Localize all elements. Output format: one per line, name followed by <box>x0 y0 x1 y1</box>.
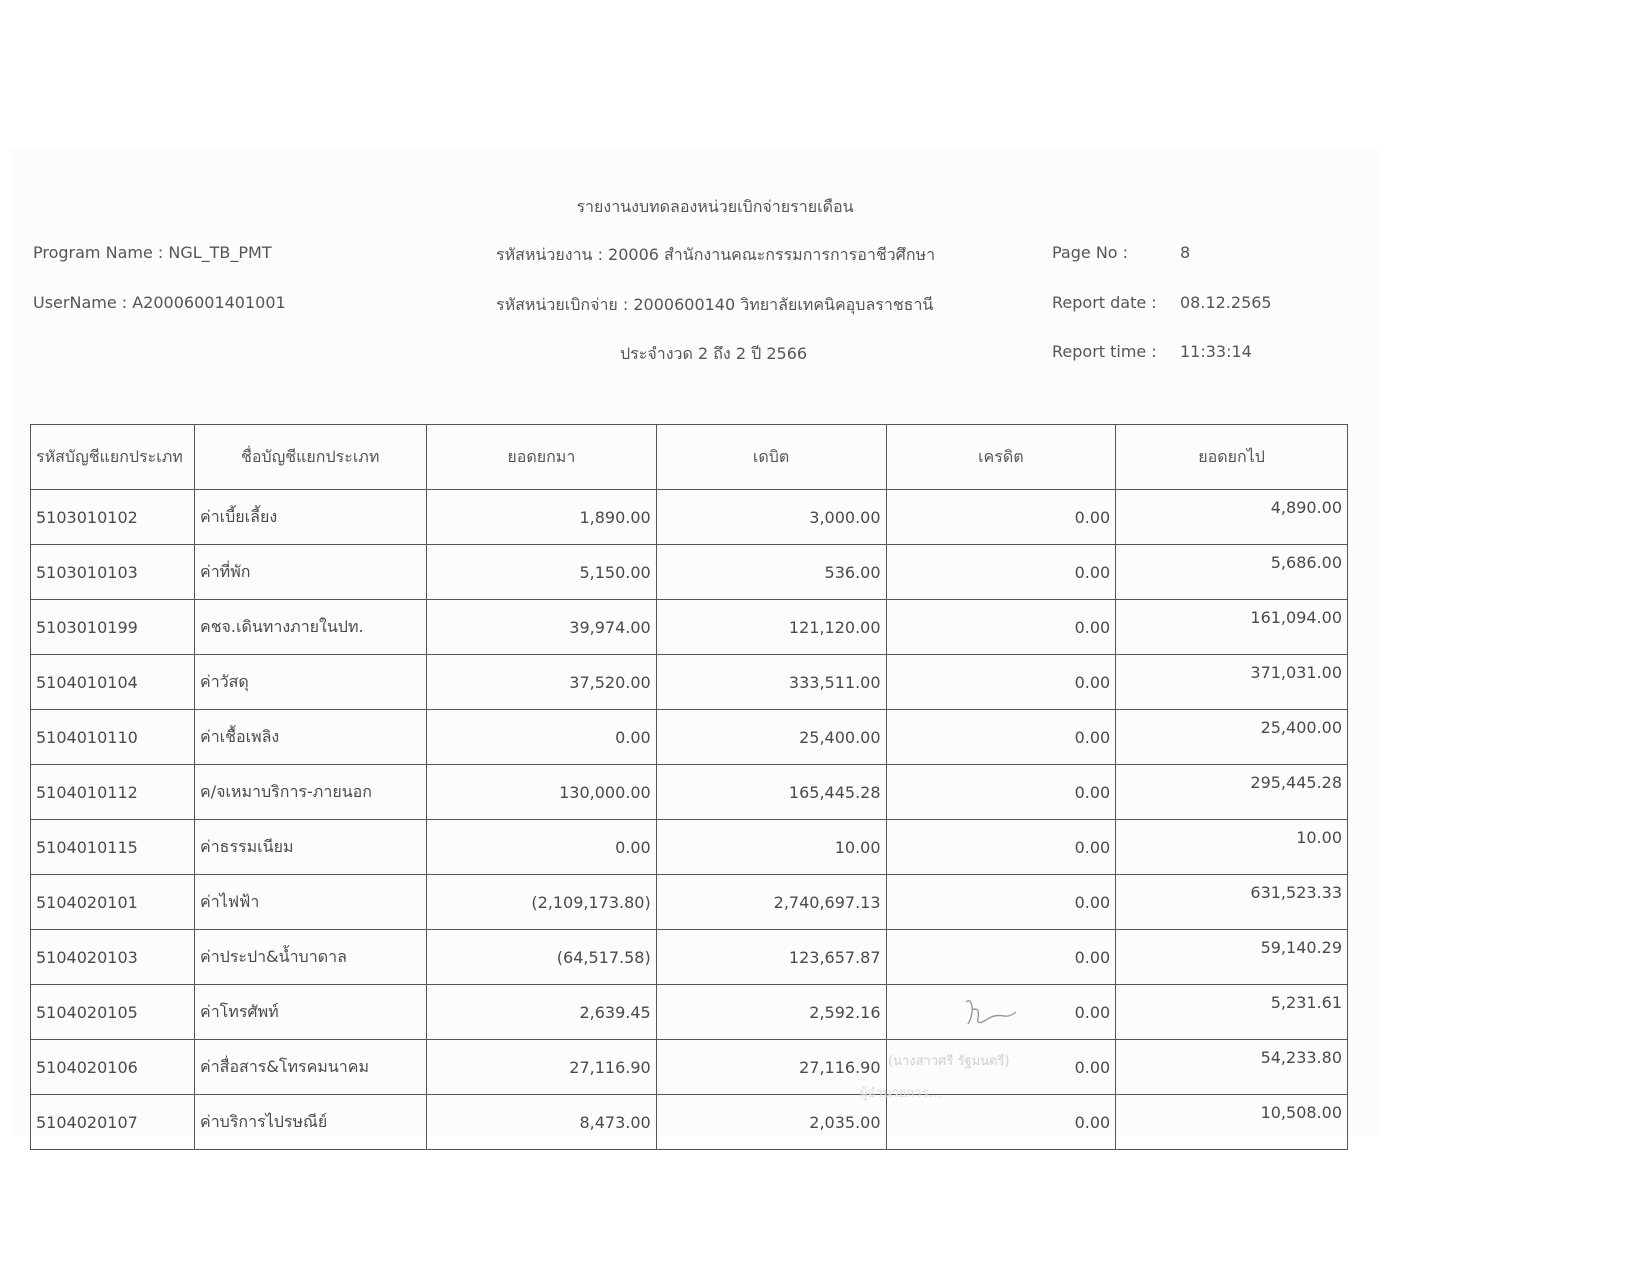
header-credit: เครดิต <box>886 425 1116 490</box>
cell-account-code: 5103010103 <box>31 545 195 600</box>
cell-carried-forward: 631,523.33 <box>1116 875 1348 930</box>
cell-account-code: 5103010199 <box>31 600 195 655</box>
stamp-line-1: (นางสาวศรี รัฐมนตรี) <box>888 1054 1010 1069</box>
cell-debit: 2,740,697.13 <box>656 875 886 930</box>
cell-credit: 0.00 <box>886 820 1116 875</box>
cell-brought-forward: 1,890.00 <box>426 490 656 545</box>
cell-account-code: 5104020105 <box>31 985 195 1040</box>
cell-brought-forward: 8,473.00 <box>426 1095 656 1150</box>
cell-account-name: ค่าที่พัก <box>194 545 426 600</box>
cell-carried-forward: 10.00 <box>1116 820 1348 875</box>
cell-brought-forward: 5,150.00 <box>426 545 656 600</box>
table-row <box>31 710 1348 765</box>
cell-account-name: ค่าธรรมเนียม <box>194 820 426 875</box>
table-row <box>31 765 1348 820</box>
cell-brought-forward: 2,639.45 <box>426 985 656 1040</box>
agency-code: รหัสหน่วยงาน : 20006 สำนักงานคณะกรรมการการอาชีวศึกษา <box>496 245 936 264</box>
cell-account-name: ค่าประปา&น้ำบาดาล <box>194 930 426 985</box>
table-row <box>31 1040 1348 1095</box>
cell-carried-forward: 161,094.00 <box>1116 600 1348 655</box>
cell-debit: 333,511.00 <box>656 655 886 710</box>
cell-account-name: ค่าโทรศัพท์ <box>194 985 426 1040</box>
table-row <box>31 985 1348 1040</box>
table-row <box>31 545 1348 600</box>
header-brought-forward: ยอดยกมา <box>426 425 656 490</box>
cell-carried-forward: 295,445.28 <box>1116 765 1348 820</box>
table-row <box>31 1095 1348 1150</box>
disbursing-unit-code: รหัสหน่วยเบิกจ่าย : 2000600140 วิทยาลัยเทคนิคอุบลราชธานี <box>496 295 934 314</box>
stamp-line-2: ผู้อำนวยการ... <box>860 1086 942 1101</box>
signature-mark <box>960 996 1020 1030</box>
cell-account-name: ค/จเหมาบริการ-ภายนอก <box>194 765 426 820</box>
cell-brought-forward: 0.00 <box>426 710 656 765</box>
ledger-table <box>30 424 1348 1150</box>
table-row <box>31 875 1348 930</box>
cell-account-name: ค่าไฟฟ้า <box>194 875 426 930</box>
report-time-label: Report time : <box>1052 342 1157 361</box>
cell-account-code: 5104010104 <box>31 655 195 710</box>
cell-account-name: ค่าเบี้ยเลี้ยง <box>194 490 426 545</box>
header-debit: เดบิต <box>656 425 886 490</box>
header-carried-forward: ยอดยกไป <box>1116 425 1348 490</box>
cell-credit: 0.00 <box>886 1095 1116 1150</box>
cell-debit: 123,657.87 <box>656 930 886 985</box>
table-row <box>31 820 1348 875</box>
cell-account-code: 5103010102 <box>31 490 195 545</box>
program-name: Program Name : NGL_TB_PMT <box>33 243 272 262</box>
cell-credit: 0.00 <box>886 875 1116 930</box>
table-row <box>31 600 1348 655</box>
table-header-row <box>31 425 1348 490</box>
cell-debit: 25,400.00 <box>656 710 886 765</box>
cell-debit: 2,592.16 <box>656 985 886 1040</box>
report-date-label: Report date : <box>1052 293 1157 312</box>
cell-credit: 0.00 <box>886 490 1116 545</box>
cell-debit: 27,116.90 <box>656 1040 886 1095</box>
cell-brought-forward: 0.00 <box>426 820 656 875</box>
header-account-name: ชื่อบัญชีแยกประเภท <box>194 425 426 490</box>
cell-account-code: 5104010110 <box>31 710 195 765</box>
cell-carried-forward: 59,140.29 <box>1116 930 1348 985</box>
cell-carried-forward: 5,231.61 <box>1116 985 1348 1040</box>
cell-carried-forward: 4,890.00 <box>1116 490 1348 545</box>
cell-debit: 165,445.28 <box>656 765 886 820</box>
cell-account-name: ค่าเชื้อเพลิง <box>194 710 426 765</box>
cell-debit: 3,000.00 <box>656 490 886 545</box>
report-period: ประจำงวด 2 ถึง 2 ปี 2566 <box>620 344 808 363</box>
cell-carried-forward: 10,508.00 <box>1116 1095 1348 1150</box>
report-date-value: 08.12.2565 <box>1180 293 1272 312</box>
cell-debit: 2,035.00 <box>656 1095 886 1150</box>
cell-credit: 0.00 <box>886 930 1116 985</box>
cell-brought-forward: (64,517.58) <box>426 930 656 985</box>
cell-carried-forward: 54,233.80 <box>1116 1040 1348 1095</box>
table-row <box>31 490 1348 545</box>
cell-carried-forward: 25,400.00 <box>1116 710 1348 765</box>
page-no-value: 8 <box>1180 243 1191 262</box>
header-account-code: รหัสบัญชีแยกประเภท <box>31 425 195 490</box>
cell-account-name: คชจ.เดินทางภายในปท. <box>194 600 426 655</box>
cell-brought-forward: 27,116.90 <box>426 1040 656 1095</box>
cell-brought-forward: (2,109,173.80) <box>426 875 656 930</box>
cell-account-code: 5104010115 <box>31 820 195 875</box>
page-no-label: Page No : <box>1052 243 1129 262</box>
cell-account-name: ค่าวัสดุ <box>194 655 426 710</box>
cell-account-code: 5104020103 <box>31 930 195 985</box>
cell-credit: 0.00 <box>886 985 1116 1040</box>
cell-credit: 0.00 <box>886 710 1116 765</box>
cell-brought-forward: 130,000.00 <box>426 765 656 820</box>
cell-credit: 0.00 <box>886 765 1116 820</box>
cell-credit: 0.00 <box>886 600 1116 655</box>
cell-account-name: ค่าสื่อสาร&โทรคมนาคม <box>194 1040 426 1095</box>
cell-credit: 0.00 <box>886 655 1116 710</box>
cell-account-code: 5104020107 <box>31 1095 195 1150</box>
cell-account-code: 5104010112 <box>31 765 195 820</box>
cell-credit: 0.00 <box>886 1040 1116 1095</box>
cell-account-code: 5104020101 <box>31 875 195 930</box>
cell-account-code: 5104020106 <box>31 1040 195 1095</box>
cell-debit: 536.00 <box>656 545 886 600</box>
cell-credit: 0.00 <box>886 545 1116 600</box>
cell-carried-forward: 5,686.00 <box>1116 545 1348 600</box>
cell-debit: 121,120.00 <box>656 600 886 655</box>
cell-account-name: ค่าบริการไปรษณีย์ <box>194 1095 426 1150</box>
table-row <box>31 930 1348 985</box>
report-time-value: 11:33:14 <box>1180 342 1252 361</box>
report-title: รายงานงบทดลองหน่วยเบิกจ่ายรายเดือน <box>576 197 854 216</box>
cell-carried-forward: 371,031.00 <box>1116 655 1348 710</box>
table-row <box>31 655 1348 710</box>
cell-debit: 10.00 <box>656 820 886 875</box>
cell-brought-forward: 39,974.00 <box>426 600 656 655</box>
username: UserName : A20006001401001 <box>33 293 286 312</box>
cell-brought-forward: 37,520.00 <box>426 655 656 710</box>
